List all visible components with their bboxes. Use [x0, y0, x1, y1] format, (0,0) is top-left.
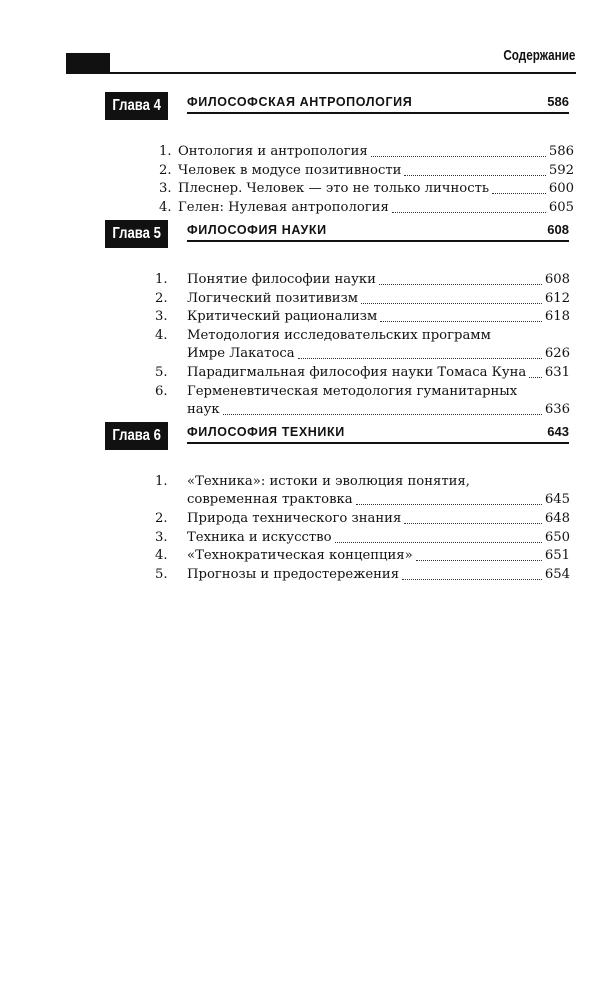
chapter-badge-label: Глава 6: [112, 427, 161, 444]
toc-entry-page: 592: [548, 162, 574, 178]
toc-entry-page: 618: [544, 309, 570, 325]
toc-entry-title: Критический рационализм: [187, 309, 378, 325]
toc-entry-page: 648: [544, 511, 570, 527]
chapter-page-number: 643: [547, 424, 569, 439]
chapter-rule: [187, 112, 569, 114]
dot-leader: [492, 192, 546, 194]
dot-leader: [416, 559, 542, 561]
toc-entry-title: Гелен: Нулевая антропология: [178, 199, 389, 215]
toc-entry-title: Парадигмальная философия науки Томаса Куна: [187, 365, 527, 380]
dot-leader: [371, 155, 546, 157]
toc-entry-number: 3.: [159, 181, 172, 197]
toc-entry-number: 2.: [159, 162, 172, 178]
toc-entry-title: Герменевтическая методология гуманитарных: [187, 383, 518, 399]
toc-entry-title: Человек в модусе позитивности: [178, 162, 402, 178]
dot-leader: [392, 211, 546, 213]
toc-entry-page: 608: [544, 272, 570, 287]
dot-leader: [356, 503, 542, 505]
chapter-title: ФИЛОСОФИЯ НАУКИ: [187, 223, 327, 237]
toc-entry-number: 4.: [155, 327, 168, 343]
toc-entry-number: 5.: [155, 567, 168, 582]
header-rule: [66, 72, 576, 74]
toc-entry-page: 645: [544, 492, 570, 507]
toc-entry-page: 631: [544, 365, 570, 380]
toc-entry-page: 600: [548, 181, 574, 197]
toc-entry-title: Природа технического знания: [187, 511, 402, 527]
chapter-title: ФИЛОСОФИЯ ТЕХНИКИ: [187, 425, 345, 439]
toc-entry-page: 651: [544, 548, 570, 564]
toc-entry-title: Прогнозы и предостережения: [187, 567, 400, 582]
toc-entry-number: 1.: [159, 144, 172, 159]
chapter-page-number: 608: [547, 222, 569, 237]
toc-entry-page: 650: [544, 529, 570, 545]
dot-leader: [379, 283, 542, 285]
toc-entry-title: Понятие философии науки: [187, 272, 376, 287]
dot-leader: [298, 357, 542, 359]
toc-entry-page: 636: [544, 401, 570, 417]
dot-leader: [223, 413, 542, 415]
chapter-page-number: 586: [547, 94, 569, 109]
dot-leader: [529, 376, 542, 378]
running-title: Содержание: [502, 47, 575, 64]
toc-entry-title: современная трактовка: [187, 492, 353, 507]
chapter-badge-label: Глава 5: [112, 225, 161, 242]
toc-entry-number: 3.: [155, 309, 168, 325]
toc-entry-title: наук: [187, 401, 220, 417]
chapter-rule: [187, 240, 569, 242]
chapter-title: ФИЛОСОФСКАЯ АНТРОПОЛОГИЯ: [187, 95, 413, 109]
toc-entry-page: 586: [548, 144, 574, 159]
toc-entry-number: 5.: [155, 365, 168, 380]
toc-entry-number: 2.: [155, 290, 168, 306]
toc-entry-title: «Техника»: истоки и эволюция понятия,: [187, 474, 470, 489]
header-black-block: [66, 53, 110, 73]
toc-entry-title: Плеснер. Человек — это не только личность: [178, 181, 490, 197]
toc-entry-number: 6.: [155, 383, 168, 399]
toc-entry-title: Логический позитивизм: [187, 290, 359, 306]
toc-entry-page: 612: [544, 290, 570, 306]
chapter-rule: [187, 442, 569, 444]
dot-leader: [335, 541, 542, 543]
toc-entry-number: 1.: [155, 272, 168, 287]
toc-entry-number: 2.: [155, 511, 168, 527]
toc-entry-number: 3.: [155, 529, 168, 545]
toc-entry-page: 654: [544, 567, 570, 582]
dot-leader: [402, 578, 542, 580]
dot-leader: [361, 302, 542, 304]
toc-entry-title: «Технократическая концепция»: [187, 548, 413, 564]
toc-entry-title: Методология исследовательских программ: [187, 327, 491, 343]
toc-entry-title: Имре Лакатоса: [187, 345, 295, 361]
dot-leader: [404, 522, 542, 524]
chapter-badge-label: Глава 4: [112, 97, 161, 114]
dot-leader: [380, 320, 542, 322]
toc-entry-page: 626: [544, 345, 570, 361]
toc-entry-title: Онтология и антропология: [178, 144, 368, 159]
toc-entry-number: 4.: [155, 548, 168, 564]
toc-entry-page: 605: [548, 199, 574, 215]
toc-entry-number: 1.: [155, 474, 168, 489]
chapter-badge: [105, 92, 168, 120]
toc-entry-title: Техника и искусство: [187, 529, 332, 545]
toc-entry-number: 4.: [159, 199, 172, 215]
chapter-badge: [105, 220, 168, 248]
chapter-badge: [105, 422, 168, 450]
dot-leader: [404, 174, 545, 176]
